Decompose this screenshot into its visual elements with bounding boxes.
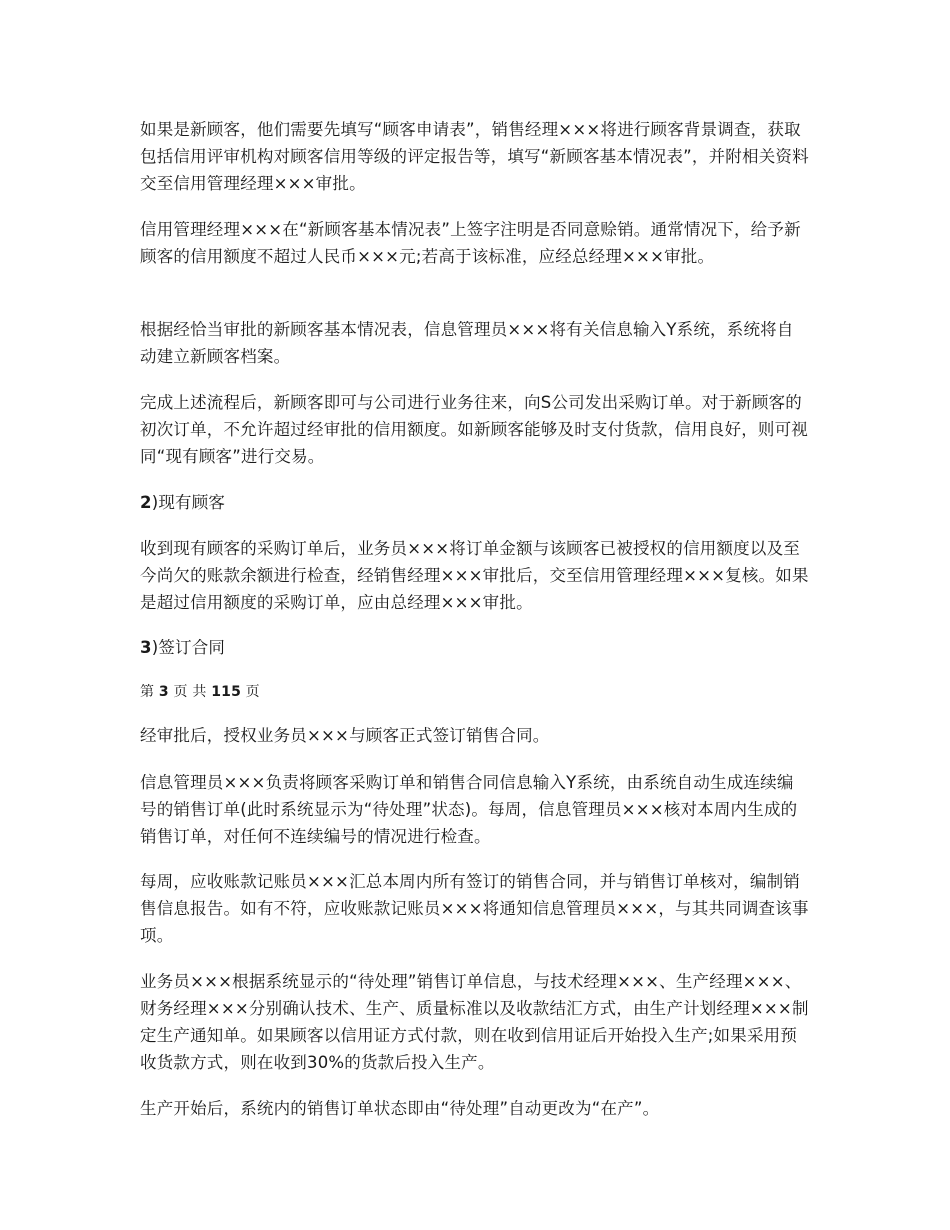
- page-number: 第 3 页 共 115 页: [140, 684, 260, 700]
- heading-number: 3: [140, 638, 152, 657]
- paragraph-credit-approval: 信用管理经理×××在“新顾客基本情况表”上签字注明是否同意赊销。通常情况下，给予新顾客的信用额度不超过人民币×××元;若高于该标准，应经总经理×××审批。: [140, 220, 801, 266]
- current-page: 3: [158, 684, 169, 700]
- paragraph-first-order: 完成上述流程后，新顾客即可与公司进行业务往来，向S公司发出采购订单。对于新顾客的初次订单，不允许超过经审批的信用额度。如新顾客能够及时支付货款，信用良好，则可视同“现有顾客”进行交易。: [140, 393, 808, 466]
- paragraph-weekly-reconciliation: 每周，应收账款记账员×××汇总本周内所有签订的销售合同，并与销售订单核对，编制销售信息报告。如有不符，应收账款记账员×××将通知信息管理员×××，与其共同调查该事项。: [140, 872, 809, 945]
- section-heading-sign-contract: [140, 634, 810, 661]
- total-pages: 115: [211, 684, 242, 700]
- heading-text: )签订合同: [151, 638, 226, 657]
- heading-text: )现有顾客: [151, 493, 226, 512]
- paragraph-customer-archive: 根据经恰当审批的新顾客基本情况表，信息管理员×××将有关信息输入Y系统，系统将自动建立新顾客档案。: [140, 320, 794, 366]
- paragraph-order-status-change: 生产开始后，系统内的销售订单状态即由“待处理”自动更改为“在产”。: [140, 1099, 660, 1118]
- paragraph-existing-customer-orders: 收到现有顾客的采购订单后，业务员×××将订单金额与该顾客已被授权的信用额度以及至今尚欠的账款余额进行检查，经销售经理×××审批后，交至信用管理经理×××复核。如果是超过信用额度的采购订单，应由总经理×××审批。: [140, 539, 809, 612]
- heading-number: 2: [140, 493, 152, 512]
- paragraph-new-customer-application: 如果是新顾客，他们需要先填写“顾客申请表”，销售经理×××将进行顾客背景调查，获取包括信用评审机构对顾客信用等级的评定报告等，填写“新顾客基本情况表”，并附相关资料交至信用管理经理×××审批。: [140, 120, 809, 193]
- paragraph-production-notice: 业务员×××根据系统显示的“待处理”销售订单信息，与技术经理×××、生产经理×××、财务经理×××分别确认技术、生产、质量标准以及收款结汇方式，由生产计划经理×××制定生产通知单。如果顾客以信用证方式付款，则在收到信用证后开始投入生产;如果采用预收货款方式，则在收到30%的货款后投入生产。: [140, 972, 809, 1072]
- section-heading-existing-customers: [140, 489, 810, 516]
- paragraph-sign-sales-contract: 经审批后，授权业务员×××与顾客正式签订销售合同。: [140, 726, 550, 745]
- paragraph-sales-order-entry: 信息管理员×××负责将顾客采购订单和销售合同信息输入Y系统，由系统自动生成连续编号的销售订单(此时系统显示为“待处理”状态)。每周，信息管理员×××核对本周内生成的销售订单，对任何不连续编号的情况进行检查。: [140, 773, 798, 846]
